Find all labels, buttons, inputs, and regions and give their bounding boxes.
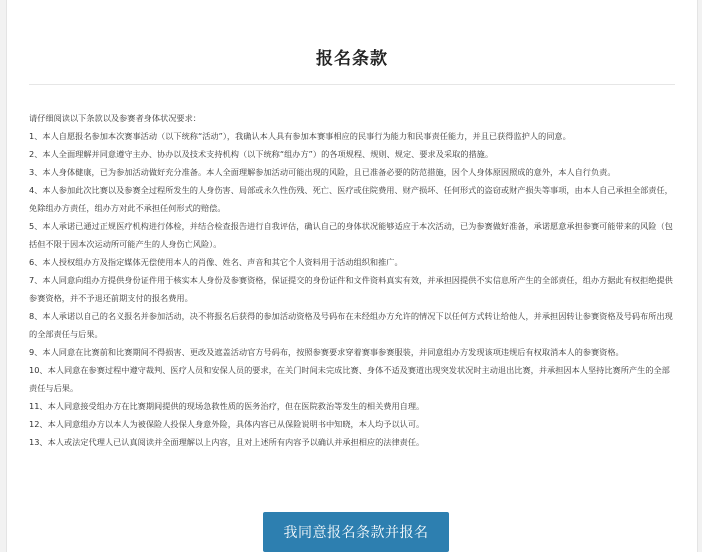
term-item-7: 7、本人同意向组办方提供身份证件用于核实本人身份及参赛资格，保证提交的身份证件和文件资料真实有效，并承担因提供不实信息所产生的全部责任，组办方据此有权拒绝提供参赛资格，并不予退还前期支付的报名费用。 xyxy=(29,275,673,303)
term-item-13: 13、本人或法定代理人已认真阅读并全面理解以上内容，且对上述所有内容予以确认并承担相应的法律责任。 xyxy=(29,437,425,447)
term-item-3: 3、本人身体健康，已为参加活动做好充分准备。本人全面理解参加活动可能出现的风险，且已准备必要的防范措施，因个人身体原因照成的意外，本人自行负责。 xyxy=(29,167,616,177)
term-item-1: 1、本人自愿报名参加本次赛事活动（以下统称“活动”），我确认本人具有参加本赛事相应的民事行为能力和民事责任能力，并且已获得监护人的同意。 xyxy=(29,131,571,141)
term-item-12: 12、本人同意组办方以本人为被保险人投保人身意外险，具体内容已从保险说明书中知晓，本人均予以认可。 xyxy=(29,419,425,429)
term-item-9: 9、本人同意在比赛前和比赛期间不得损害、更改及遮盖活动官方号码布，按照参赛要求穿着赛事参赛服装，并同意组办方发现该项违规后有权取消本人的参赛资格。 xyxy=(29,347,624,357)
term-item-10: 10、本人同意在参赛过程中遵守裁判、医疗人员和安保人员的要求，在关门时间未完成比赛、身体不适及赛道出现突发状况时主动退出比赛，并承担因本人坚持比赛所产生的全部责任与后果。 xyxy=(29,365,670,393)
term-item-5: 5、本人承诺已通过正规医疗机构进行体检，并结合检查报告进行自我评估，确认自己的身体状况能够适应于本次活动，已为参赛做好准备，承诺愿意承担参赛可能带来的风险（包括但不限于因本次运动所可能产生的人身伤亡风险）。 xyxy=(29,221,673,249)
title-divider xyxy=(29,84,675,85)
agree-and-register-button[interactable]: 我同意报名条款并报名 xyxy=(263,512,449,552)
term-item-2: 2、本人全面理解并同意遵守主办、协办以及技术支持机构（以下统称“组办方”）的各项规程、规则、规定、要求及采取的措施。 xyxy=(29,149,494,159)
term-item-6: 6、本人授权组办方及指定媒体无偿使用本人的肖像、姓名、声音和其它个人资料用于活动组织和推广。 xyxy=(29,257,403,267)
term-item-4: 4、本人参加此次比赛以及参赛全过程所发生的人身伤害、局部或永久性伤残、死亡、医疗或住院费用、财产损坏、任何形式的盗窃或财产损失等事项，由本人自己承担全部责任，免除组办方责任，组办方对此不承担任何形式的赔偿。 xyxy=(29,185,673,213)
terms-list xyxy=(29,127,675,451)
page-title: 报名条款 xyxy=(316,49,388,69)
intro-text: 请仔细阅读以下条款以及参赛者身体状况要求： xyxy=(29,113,201,123)
terms-card xyxy=(6,0,698,552)
term-item-11: 11、本人同意接受组办方在比赛期间提供的现场急救性质的医务治疗，但在医院救治等发生的相关费用自理。 xyxy=(29,401,425,411)
term-item-8: 8、本人承诺以自己的名义报名并参加活动，决不将报名后获得的参加活动资格及号码布在未经组办方允许的情况下以任何方式转让给他人，并承担因转让参赛资格及号码布所出现的全部责任与后果。 xyxy=(29,311,673,339)
